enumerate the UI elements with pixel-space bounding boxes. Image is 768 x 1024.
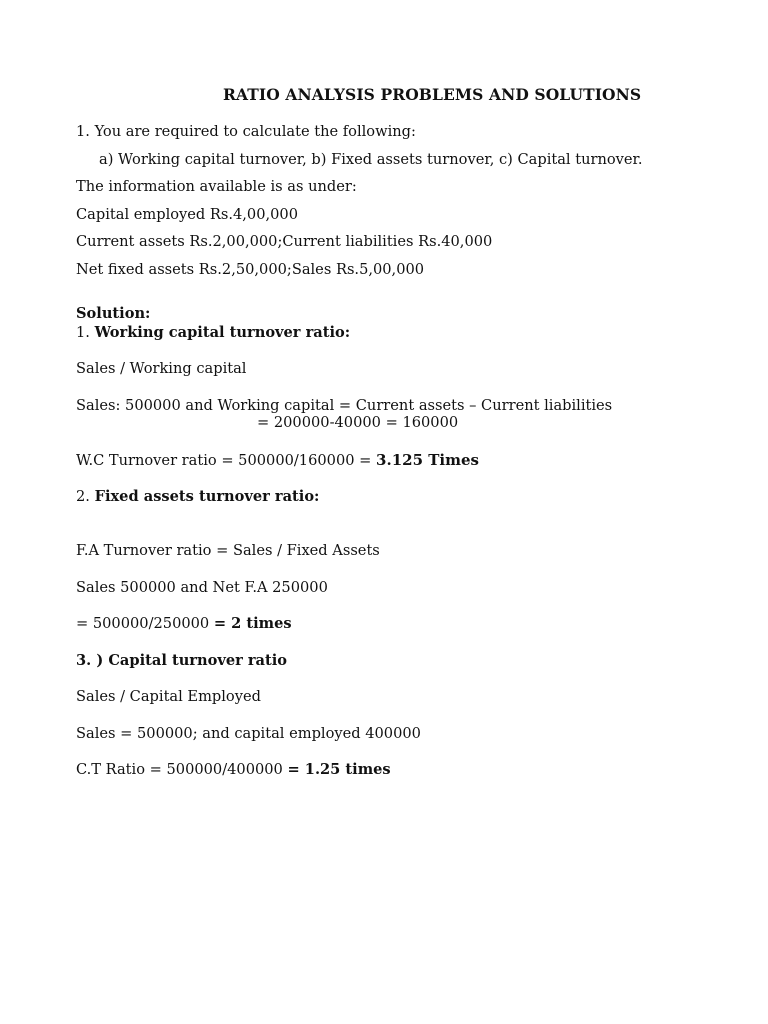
fa-result: [76, 615, 292, 633]
fa-result-value: = 2 times: [213, 615, 292, 632]
fa-number: 2.: [76, 488, 95, 505]
fa-heading-text: Fixed assets turnover ratio:: [94, 488, 320, 505]
ct-line1: Sales = 500000; and capital employed 400000: [76, 725, 421, 742]
wc-line1: Sales: 500000 and Working capital = Current assets – Current liabilities: [76, 397, 613, 414]
wc-number: 1.: [76, 324, 95, 341]
wc-result-value: 3.125 Times: [376, 451, 479, 469]
wc-line2: = 200000-40000 = 160000: [257, 414, 459, 431]
problem-sub-items: a) Working capital turnover, b) Fixed assets turnover, c) Capital turnover.: [99, 151, 643, 168]
fa-formula: F.A Turnover ratio = Sales / Fixed Assets: [76, 542, 380, 559]
fa-result-prefix: = 500000/250000: [76, 615, 214, 632]
ct-result-value: = 1.25 times: [287, 761, 391, 778]
ct-formula: Sales / Capital Employed: [76, 688, 261, 705]
info-line-current: Current assets Rs.2,00,000;Current liabilities Rs.40,000: [76, 233, 493, 250]
fa-heading: [76, 488, 319, 506]
wc-formula: Sales / Working capital: [76, 360, 247, 377]
wc-result: [76, 451, 479, 470]
solution-label: Solution:: [76, 305, 151, 322]
ct-heading-text: ) Capital turnover ratio: [96, 652, 288, 669]
ct-result: [76, 761, 391, 779]
fa-line1: Sales 500000 and Net F.A 250000: [76, 579, 328, 596]
ct-heading: [76, 652, 287, 670]
info-line-capital: Capital employed Rs.4,00,000: [76, 206, 298, 223]
wc-heading-text: Working capital turnover ratio:: [94, 324, 351, 341]
info-heading: The information available is as under:: [76, 178, 357, 195]
document-title: RATIO ANALYSIS PROBLEMS AND SOLUTIONS: [223, 85, 642, 104]
ct-result-prefix: C.T Ratio = 500000/400000: [76, 761, 288, 778]
ct-number: 3.: [76, 652, 97, 669]
problem-intro: 1. You are required to calculate the following:: [76, 123, 416, 140]
wc-heading: [76, 324, 350, 342]
wc-result-prefix: W.C Turnover ratio = 500000/160000 =: [76, 452, 377, 469]
info-line-fixed-sales: Net fixed assets Rs.2,50,000;Sales Rs.5,00,000: [76, 261, 425, 278]
